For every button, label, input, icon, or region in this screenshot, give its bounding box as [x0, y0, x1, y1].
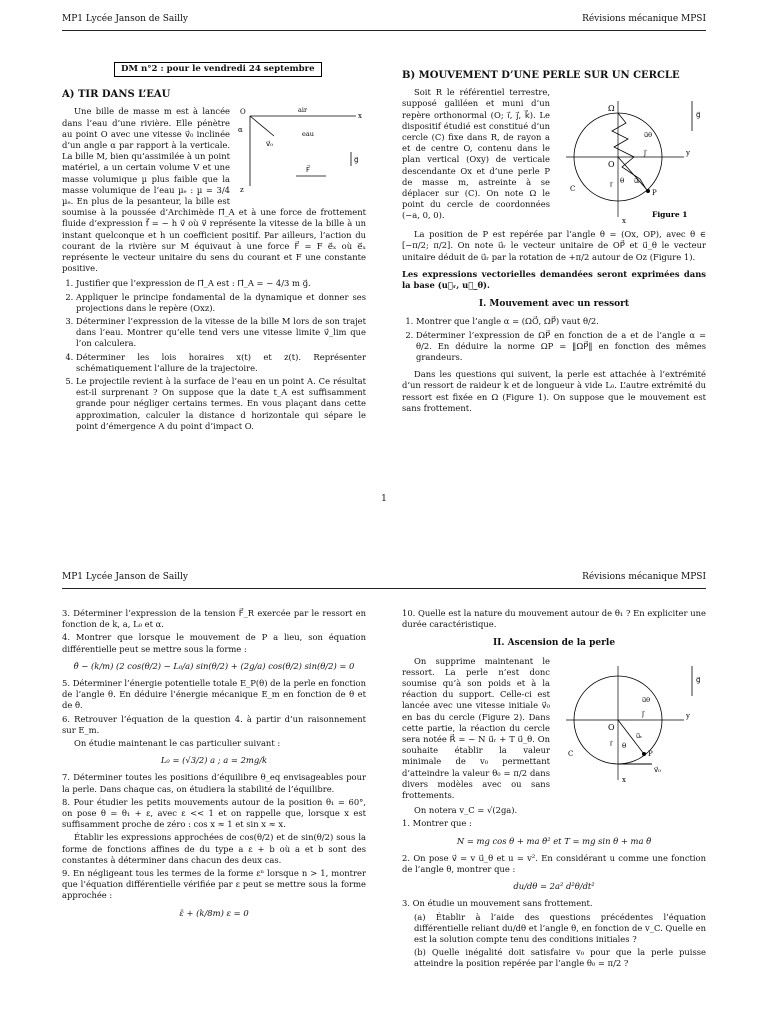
fig2-label-o: O — [608, 722, 615, 732]
fig2-label-p: P — [648, 749, 653, 758]
figure-1-caption: Figure 1 — [652, 210, 688, 220]
left-column — [62, 62, 366, 436]
segment-op — [618, 157, 648, 191]
note-base: Les expressions vectorielles demandées seront exprimées dans la base (u⃗ᵣ, u⃗_θ). — [402, 268, 706, 291]
header-left-2: MP1 Lycée Janson de Sailly — [62, 572, 188, 582]
figure-a — [236, 106, 366, 202]
bead-p-2 — [642, 752, 646, 756]
question-ii-3: 3. On étudie un mouvement sans frottement. — [402, 898, 593, 909]
fig2-label-c: C — [568, 749, 574, 758]
fig2-label-v0: v⃗₀ — [654, 765, 661, 774]
fig2-label-theta: θ — [622, 741, 627, 750]
question-a-5: 5. Le projectile revient à la surface de l’eau en un point A. Ce résultat est-il surprenant ? On suppose que la date t_A est suffisamment grande pour négliger certains termes. En vous plaçant dans cette approximation, calculer la distance d horizontale qui sépare le point d’émergence A du point d’impact O. — [76, 376, 366, 432]
left-column-2 — [62, 608, 366, 925]
intro-b: Soit R le référentiel terrestre, supposé galiléen et muni d’un repère orthonormal (O; i⃗, j⃗, k⃗). Le dispositif étudié est constitué d’un cercle (C) fixe dans R, de rayon a et de centre O, contenu dans le plan vertical (Oxy) de verticale descendante Ox et d’une perle P de masse m, astreinte à se déplacer sur (C). On note Ω le point du cercle de coordonnées (−a, 0, 0). — [402, 87, 550, 221]
part-2-title: II. Ascension de la perle — [492, 638, 616, 649]
fig1-label-o: O — [608, 160, 615, 170]
fig-a-label-x: x — [358, 112, 362, 121]
intro-a: Une bille de masse m est à lancée dans l’eau d’une rivière. Elle pénètre au point O avec une vitesse v⃗₀ inclinée d’un angle α par rapport à la verticale. La bille M, bien qu’assimilée à un point matériel, a un certain volume V et une masse volumique µ plus faible que la masse volumique de l’eau µₑ : µ = 3/4 µₑ. En plus de la pesanteur, la bille est soumise à la poussée d’Archimède Π⃗_A et à une force de frottement fluide d’expression f⃗ = − h v⃗ où v⃗ représente la vitesse de la bille à un instant quelconque et h un coefficient positif. Par ailleurs, l’action du courant de la rivière sur M équivaut à une force F⃗ = F e⃗ₓ où e⃗ₓ représente le vecteur unitaire du sens du courant et F une constante positive. — [62, 106, 366, 274]
question-a-1: 1. Justifier que l’expression de Π⃗_A est : Π⃗_A = − 4/3 m g⃗. — [76, 278, 366, 289]
question-ii-3b: (b) Quelle inégalité doit satisfaire v₀ pour que la perle puisse atteindre la position repérée par l’angle θ₀ = π/2 ? — [414, 947, 706, 969]
spring-text: Dans les questions qui suivent, la perle est attachée à l’extrémité d’un ressort de raideur k et de longueur à vide L₀. L’autre extrémité du ressort est fixée en Ω (Figure 1). On suppose que le mouvement est sans frottement. — [402, 369, 706, 413]
question-9: 9. En négligeant tous les termes de la forme εⁿ lorsque n > 1, montrer que l’équation différentielle vérifiée par ε peut se mettre sous la forme approchée : — [62, 868, 366, 901]
question-a-4: 4. Déterminer les lois horaires x(t) et z(t). Représenter schématiquement l’allure de la trajectoire. — [76, 352, 366, 374]
intro-b-2: La position de P est repérée par l’angle θ = (Ox, OP), avec θ ∈ [−π/2; π/2]. On note u⃗ᵣ le vecteur unitaire de OP⃗ et u⃗_θ le vecteur unitaire déduit de u⃗ᵣ par la rotation de +π/2 autour de Oz (Figure 1). — [402, 229, 706, 262]
question-ii-2: 2. On pose v⃗ = v u⃗_θ et u = v². En considérant u comme une fonction de l’angle θ, montrer que : — [402, 852, 706, 875]
fig1-label-x: x — [622, 217, 626, 226]
section-a-title: A) TIR DANS L’EAU — [62, 89, 171, 101]
equation-9: ε̈ + (k/8m) ε = 0 — [179, 907, 249, 918]
question-7: 7. Déterminer toutes les positions d’équilibre θ_eq envisageables pour la perle. Dans chaque cas, on étudiera la stabilité de l’équilibre. — [62, 772, 366, 794]
part-1-title: I. Mouvement avec un ressort — [478, 299, 630, 310]
question-4: 4. Montrer que lorsque le mouvement de P a lieu, son équation différentielle peut se mettre sous la forme : — [62, 632, 366, 654]
page-2 — [0, 564, 768, 1024]
fig1-label-omega: Ω — [608, 104, 615, 114]
v0-arrow — [250, 116, 274, 136]
particular-case: On étudie maintenant le cas particulier suivant : — [74, 738, 281, 749]
question-8-b: Établir les expressions approchées de cos(θ/2) et de sin(θ/2) sous la forme de fonctions affines de du type a ε + b où a et b sont des constantes à déterminer dans chacun des deux cas. — [62, 832, 366, 865]
question-5: 5. Déterminer l’énergie potentielle totale E_P(θ) de la perle en fonction de l’angle θ. En déduire l’énergie mécanique E_m en fonction de θ et de θ̇. — [62, 678, 366, 711]
fig-a-label-z: z — [240, 186, 244, 195]
fig-a-label-eau: eau — [302, 130, 314, 139]
page-2-header — [62, 572, 706, 589]
fig-a-label-alpha: α — [238, 126, 243, 135]
fig2-label-j: j⃗ — [642, 709, 644, 718]
questions-b — [402, 316, 706, 363]
equation-du: du/dθ = 2a² d²θ/dt² — [513, 881, 595, 892]
fig2-label-x: x — [622, 775, 626, 784]
question-b-1: 1. Montrer que l’angle α = (ΩO⃗, ΩP⃗) vaut θ/2. — [416, 316, 706, 327]
fig-a-label-o: O — [240, 108, 246, 117]
fig2-label-utheta: u⃗θ — [642, 695, 651, 704]
question-6: 6. Retrouver l’équation de la question 4. à partir d’un raisonnement sur E_m. — [62, 713, 366, 735]
fig2-label-y: y — [686, 711, 690, 720]
section-b-title: B) MOUVEMENT D’UNE PERLE SUR UN CERCLE — [402, 70, 680, 81]
question-ii-3a: (a) Établir à l’aide des questions précédentes l’équation différentielle reliant du/dθ et l’angle θ, en fonction de v_C. Quelle en est la solution compte tenu des conditions initiales ? — [414, 911, 706, 945]
questions-a — [62, 278, 366, 432]
figure-1 — [556, 87, 706, 227]
fig-a-label-air: air — [298, 106, 308, 115]
part-2-text: On supprime maintenant le ressort. La perle n’est donc soumise qu’à son poids et à la réaction du support. Celle-ci est lancée avec une vitesse initiale v⃗₀ en bas du cercle (Figure 2). Dans cette partie, la réaction du cercle sera notée R⃗ = − N u⃗ᵣ + T u⃗_θ. On souhaite établir la valeur minimale de v₀ permettant d’atteindre la valeur θ₀ = π/2 dans divers modèles avec ou sans frottements. — [402, 655, 550, 801]
fig1-label-theta: θ — [620, 177, 625, 186]
fig1-label-utheta: u⃗θ — [644, 131, 653, 140]
question-ii-1: 1. Montrer que : — [402, 818, 472, 829]
right-column-2 — [402, 608, 706, 972]
fig2-label-i: i⃗ — [610, 739, 612, 748]
fig1-label-g: g⃗ — [696, 111, 701, 120]
fig1-label-p: P — [652, 189, 657, 198]
fig1-label-y: y — [686, 149, 690, 158]
page-header — [62, 14, 706, 31]
header-left: MP1 Lycée Janson de Sailly — [62, 14, 188, 24]
question-8: 8. Pour étudier les petits mouvements autour de la position θ₁ = 60°, on pose θ = θ₁ + ε, avec ε << 1 et on rappelle que, lorsque x est suffisamment proche de zéro : cos x ≈ 1 et sin x ≈ x. — [62, 796, 366, 830]
fig1-label-ur: u⃗ᵣ — [634, 177, 641, 186]
header-right-2: Révisions mécanique MPSI — [582, 572, 706, 582]
fig1-label-c: C — [570, 185, 576, 194]
fig2-label-g: g⃗ — [696, 675, 701, 684]
header-right: Révisions mécanique MPSI — [582, 14, 706, 24]
question-3: 3. Déterminer l’expression de la tension F⃗_R exercée par le ressort en fonction de k, a, L₀ et α. — [62, 608, 366, 630]
page-number: 1 — [381, 494, 387, 504]
equation-nt: N = mg cos θ + ma θ̇² et T = mg sin θ + ma θ̈ — [456, 835, 652, 846]
fig-a-label-g: g⃗ — [354, 156, 359, 165]
bead-p — [646, 189, 650, 193]
question-b-2: 2. Déterminer l’expression de ΩP⃗ en fonction de a et de l’angle α = θ/2. En déduire la norme ΩP = ‖ΩP⃗‖ en fonction des mêmes grandeurs. — [416, 330, 706, 364]
fig1-label-i: i⃗ — [610, 181, 612, 190]
fig1-label-j: j⃗ — [644, 149, 646, 158]
question-a-3: 3. Déterminer l’expression de la vitesse de la bille M lors de son trajet dans l’eau. Montrer qu’elle tend vers une vitesse limite v⃗_lim que l’on calculera. — [76, 316, 366, 350]
question-10: 10. Quelle est la nature du mouvement autour de θ₁ ? En expliciter une durée caractéristique. — [402, 608, 706, 630]
equation-case: L₀ = (√3/2) a ; a = 2mg/k — [160, 755, 268, 766]
equation-4: θ̈ − (k/m) (2 cos(θ/2) − L₀/a) sin(θ/2) + (2g/a) cos(θ/2) sin(θ/2) = 0 — [73, 660, 355, 671]
vc-note: On notera v_C = √(2ga). — [414, 805, 518, 816]
fig-a-label-v0: v⃗₀ — [266, 140, 273, 149]
right-column — [402, 64, 706, 416]
spring — [612, 113, 646, 189]
dm-title: DM n°2 : pour le vendredi 24 septembre — [114, 62, 322, 77]
fig2-label-ur: u⃗ᵣ — [636, 731, 643, 740]
question-a-2: 2. Appliquer le principe fondamental de la dynamique et donner ses projections dans le repère (Oxz). — [76, 292, 366, 314]
figure-2 — [556, 656, 706, 786]
fig-a-label-f: F⃗ — [306, 166, 311, 175]
